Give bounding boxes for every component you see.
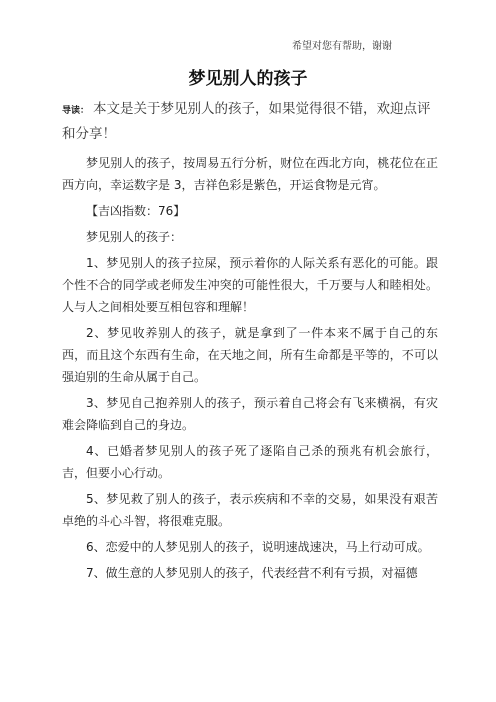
header-note: 希望对您有帮助，谢谢 (292, 41, 392, 52)
list-item: 6、恋爱中的人梦见别人的孩子，说明速战速决，马上行动可成。 (86, 540, 430, 554)
list-item: 2、梦见收养别人的孩子，就是拿到了一件本来不属于自己的东西，而且这个东西有生命，在天地之间，所有生命都是平等的，不可以强迫别的生命从属于自己。 (62, 326, 438, 384)
intro (62, 98, 438, 146)
fortune-index: 【吉凶指数：76】 (86, 204, 186, 218)
intro-text: 本文是关于梦见别人的孩子，如果觉得很不错，欢迎点评和分享！ (62, 101, 431, 142)
article-body (62, 152, 438, 588)
paragraph: 梦见别人的孩子，按周易五行分析，财位在西北方向，桃花位在正西方向，幸运数字是 3，吉祥色彩是紫色，开运食物是元宵。 (62, 156, 438, 192)
list-item: 7、做生意的人梦见别人的孩子，代表经营不利有亏损，对福德 (86, 566, 418, 580)
intro-label: 导读： (62, 106, 90, 116)
list-item: 5、梦见救了别人的孩子，表示疾病和不幸的交易，如果没有艰苦卓绝的斗心斗智，将很难克服。 (62, 492, 438, 528)
list-item: 4、已婚者梦见别人的孩子死了逐陷自己杀的预兆有机会旅行，吉，但要小心行动。 (62, 444, 438, 480)
list-item: 1、梦见别人的孩子拉屎，预示着你的人际关系有恶化的可能。跟个性不合的同学或老师发生冲突的可能性很大，千万要与人和睦相处。人与人之间相处要互相包容和理解！ (62, 256, 438, 314)
paragraph: 梦见别人的孩子： (86, 230, 183, 244)
list-item: 3、梦见自己抱养别人的孩子，预示着自己将会有飞来横祸，有灾难会降临到自己的身边。 (62, 396, 438, 432)
page-title: 梦见别人的孩子 (188, 69, 308, 89)
